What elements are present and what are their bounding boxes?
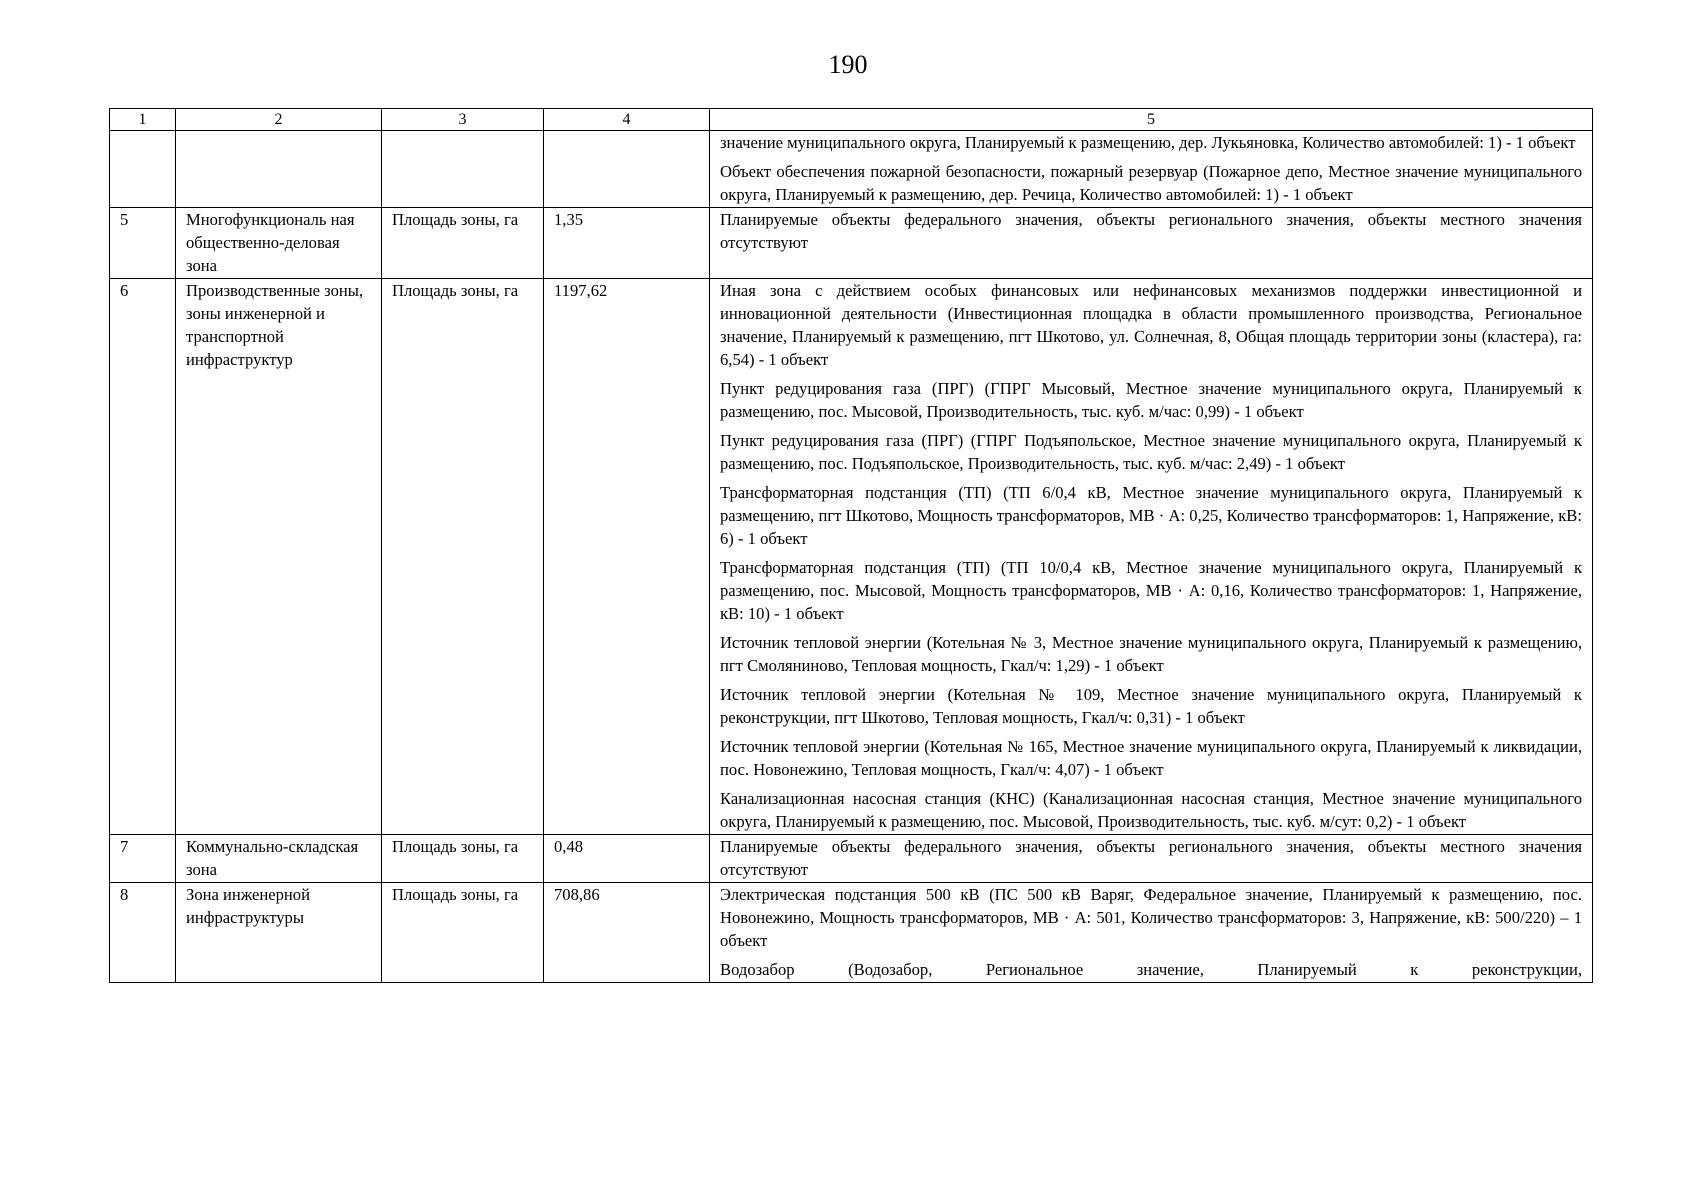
header-cell-5: 5	[710, 109, 1593, 131]
zone-value	[544, 131, 710, 208]
zones-table	[109, 108, 1593, 983]
object-entry: Планируемые объекты федерального значения, объекты регионального значения, объекты местного значения отсутствуют	[720, 210, 1582, 252]
zone-name: Многофункциональ ная общественно-деловая зона	[176, 208, 382, 279]
zone-parameter: Площадь зоны, га	[382, 883, 544, 983]
row-number	[110, 131, 176, 208]
row-number: 8	[110, 883, 176, 983]
zone-parameter	[382, 131, 544, 208]
header-cell-3: 3	[382, 109, 544, 131]
zone-parameter: Площадь зоны, га	[382, 208, 544, 279]
object-entry: Пункт редуцирования газа (ПРГ) (ГПРГ Мысовый, Местное значение муниципального округа, Планируемый к размещению, пос. Мысовой, Производительность, тыс. куб. м/час: 0,99) - 1 объект	[720, 379, 1582, 421]
table-row	[110, 835, 1593, 883]
object-entry: Источник тепловой энергии (Котельная № 165, Местное значение муниципального округа, Планируемый к ликвидации, пос. Новонежино, Тепловая мощность, Гкал/ч: 4,07) - 1 объект	[720, 737, 1582, 779]
object-entry: Пункт редуцирования газа (ПРГ) (ГПРГ Подъяпольское, Местное значение муниципального округа, Планируемый к размещению, пос. Подъяпольское, Производительность, тыс. куб. м/час: 2,49) - 1 объект	[720, 431, 1582, 473]
zone-objects	[710, 131, 1593, 208]
object-entry: Источник тепловой энергии (Котельная № 109, Местное значение муниципального округа, Планируемый к реконструкции, пгт Шкотово, Тепловая мощность, Гкал/ч: 0,31) - 1 объект	[720, 685, 1582, 727]
zone-objects	[710, 835, 1593, 883]
header-row	[110, 109, 1593, 131]
row-number: 6	[110, 279, 176, 835]
object-entry: Источник тепловой энергии (Котельная № 3, Местное значение муниципального округа, Планируемый к размещению, пгт Смоляниново, Тепловая мощность, Гкал/ч: 1,29) - 1 объект	[720, 633, 1582, 675]
header-cell-4: 4	[544, 109, 710, 131]
object-entry: Трансформаторная подстанция (ТП) (ТП 6/0,4 кВ, Местное значение муниципального округа, Планируемый к размещению, пгт Шкотово, Мощность трансформаторов, МВ · А: 0,25, Количество трансформаторов: 1, Напряжение, кВ: 6) - 1 объект	[720, 483, 1582, 548]
object-entry: Объект обеспечения пожарной безопасности, пожарный резервуар (Пожарное депо, Местное значение муниципального округа, Планируемый к размещению, дер. Речица, Количество автомобилей: 1) - 1 объект	[720, 162, 1582, 204]
object-entry: Трансформаторная подстанция (ТП) (ТП 10/0,4 кВ, Местное значение муниципального округа, Планируемый к размещению, пос. Мысовой, Мощность трансформаторов, МВ · А: 0,16, Количество трансформаторов: 1, Напряжение, кВ: 10) - 1 объект	[720, 558, 1582, 623]
page-number: 190	[828, 50, 868, 79]
table-row	[110, 131, 1593, 208]
row-number: 7	[110, 835, 176, 883]
zone-objects	[710, 279, 1593, 835]
zone-value: 0,48	[544, 835, 710, 883]
object-entry: Иная зона с действием особых финансовых или нефинансовых механизмов поддержки инвестиционной и инновационной деятельности (Инвестиционная площадка в области промышленного производства, Региональное значение, Планируемый к размещению, пгт Шкотово, ул. Солнечная, 8, Общая площадь территории зоны (кластера), га: 6,54) - 1 объект	[720, 281, 1582, 369]
zone-name: Зона инженерной инфраструктуры	[176, 883, 382, 983]
zone-value: 1197,62	[544, 279, 710, 835]
header-cell-2: 2	[176, 109, 382, 131]
zone-name: Коммунально-складская зона	[176, 835, 382, 883]
zone-objects	[710, 883, 1593, 983]
table-row	[110, 279, 1593, 835]
table-row	[110, 208, 1593, 279]
zone-name: Производственные зоны, зоны инженерной и транспортной инфраструктур	[176, 279, 382, 835]
zone-objects	[710, 208, 1593, 279]
object-entry: Канализационная насосная станция (КНС) (Канализационная насосная станция, Местное значение муниципального округа, Планируемый к размещению, пос. Мысовой, Производительность, тыс. куб. м/сут: 0,2) - 1 объект	[720, 789, 1582, 831]
table-row	[110, 883, 1593, 983]
object-entry: Планируемые объекты федерального значения, объекты регионального значения, объекты местного значения отсутствуют	[720, 837, 1582, 879]
object-entry: Электрическая подстанция 500 кВ (ПС 500 кВ Варяг, Федеральное значение, Планируемый к размещению, пос. Новонежино, Мощность трансформаторов, МВ · А: 501, Количество трансформаторов: 3, Напряжение, кВ: 500/220) – 1 объект	[720, 885, 1582, 950]
object-entry: значение муниципального округа, Планируемый к размещению, дер. Лукьяновка, Количество автомобилей: 1) - 1 объект	[720, 133, 1576, 152]
header-cell-1: 1	[110, 109, 176, 131]
zone-value: 708,86	[544, 883, 710, 983]
zone-name	[176, 131, 382, 208]
zone-parameter: Площадь зоны, га	[382, 279, 544, 835]
table-header	[110, 109, 1593, 131]
zone-value: 1,35	[544, 208, 710, 279]
row-number: 5	[110, 208, 176, 279]
zone-parameter: Площадь зоны, га	[382, 835, 544, 883]
object-entry: Водозабор (Водозабор, Региональное значение, Планируемый к реконструкции,	[720, 960, 1582, 979]
